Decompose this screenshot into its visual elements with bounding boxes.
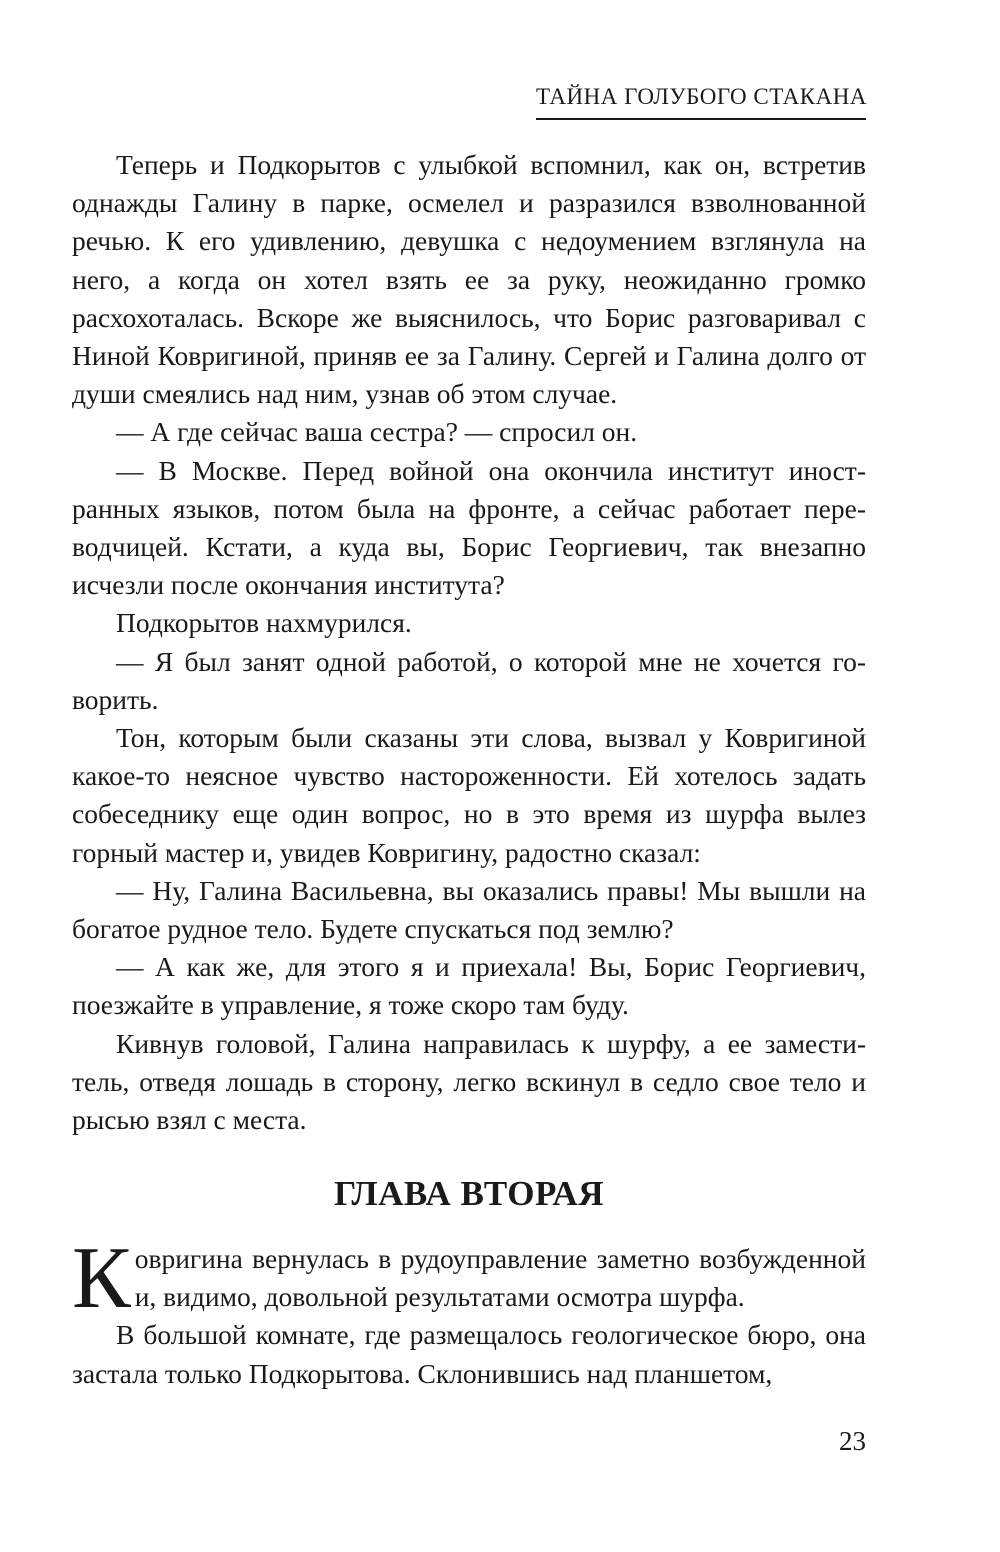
paragraph: В большой комнате, где размещалось геологическое бюро, она застала только Подкорытова. Склонившись над планшетом, — [72, 1319, 866, 1389]
paragraph: — Я был занят одной работой, о которой мне не хочется говорить. — [72, 645, 866, 715]
paragraph: Кивнув головой, Галина направилась к шурфу, а ее заместитель, отведя лошадь в сторону, легко вскинул в седло свое тело и рысью взял с места. — [72, 1027, 866, 1136]
paragraph: Подкорытов нахмурился. — [116, 607, 412, 639]
paragraph: — Ну, Галина Васильевна, вы оказались правы! Мы вышли на богатое рудное тело. Будете спускаться под землю? — [72, 874, 866, 945]
drop-cap: К — [72, 1230, 131, 1327]
chapter-first-paragraph — [72, 1230, 866, 1327]
paragraph: — А как же, для этого я и приехала! Вы, Борис Георгиевич, поезжайте в управление, я тоже скоро там буду. — [72, 951, 866, 1021]
chapter-first-paragraph-text: овригина вернулась в рудоуправление заметно возбужденной и, видимо, довольной результатами осмотра шурфа. — [134, 1243, 866, 1313]
paragraph: — В Москве. Перед войной она окончила институт иностранных языков, потом была на фронте, а сейчас работает переводчицей. Кстати, а куда вы, Борис Георгиевич, так внезапно исчезли после окончания института? — [72, 454, 866, 601]
running-head: ТАЙНА ГОЛУБОГО СТАКАНА — [536, 84, 866, 120]
body-text — [72, 146, 866, 1139]
page-number: 23 — [839, 1426, 866, 1456]
chapter-title: ГЛАВА ВТОРАЯ — [334, 1174, 604, 1213]
paragraph: Тон, которым были сказаны эти слова, вызвал у Ковригиной какое-то неясное чувство настороженности. Ей хотелось задать собеседнику еще один вопрос, но в это время из шурфа вылез горный мастер и, увидев Ковригину, радостно сказал: — [72, 722, 866, 868]
paragraph: — А где сейчас ваша сестра? — спросил он. — [116, 416, 638, 448]
paragraph: Теперь и Подкорытов с улыбкой вспомнил, как он, встретив однажды Галину в парке, осмелел и разразился взволнованной речью. К его удивлению, девушка с недоумением взглянула на него, а когда он хотел взять ее за руку, неожиданно громко расхохоталась. Вскоре же выяснилось, что Борис разговаривал с Ниной Ковригиной, приняв ее за Галину. Сергей и Галина долго от души смеялись над ним, узнав об этом случае. — [72, 149, 866, 410]
chapter-body-text — [72, 1230, 866, 1393]
